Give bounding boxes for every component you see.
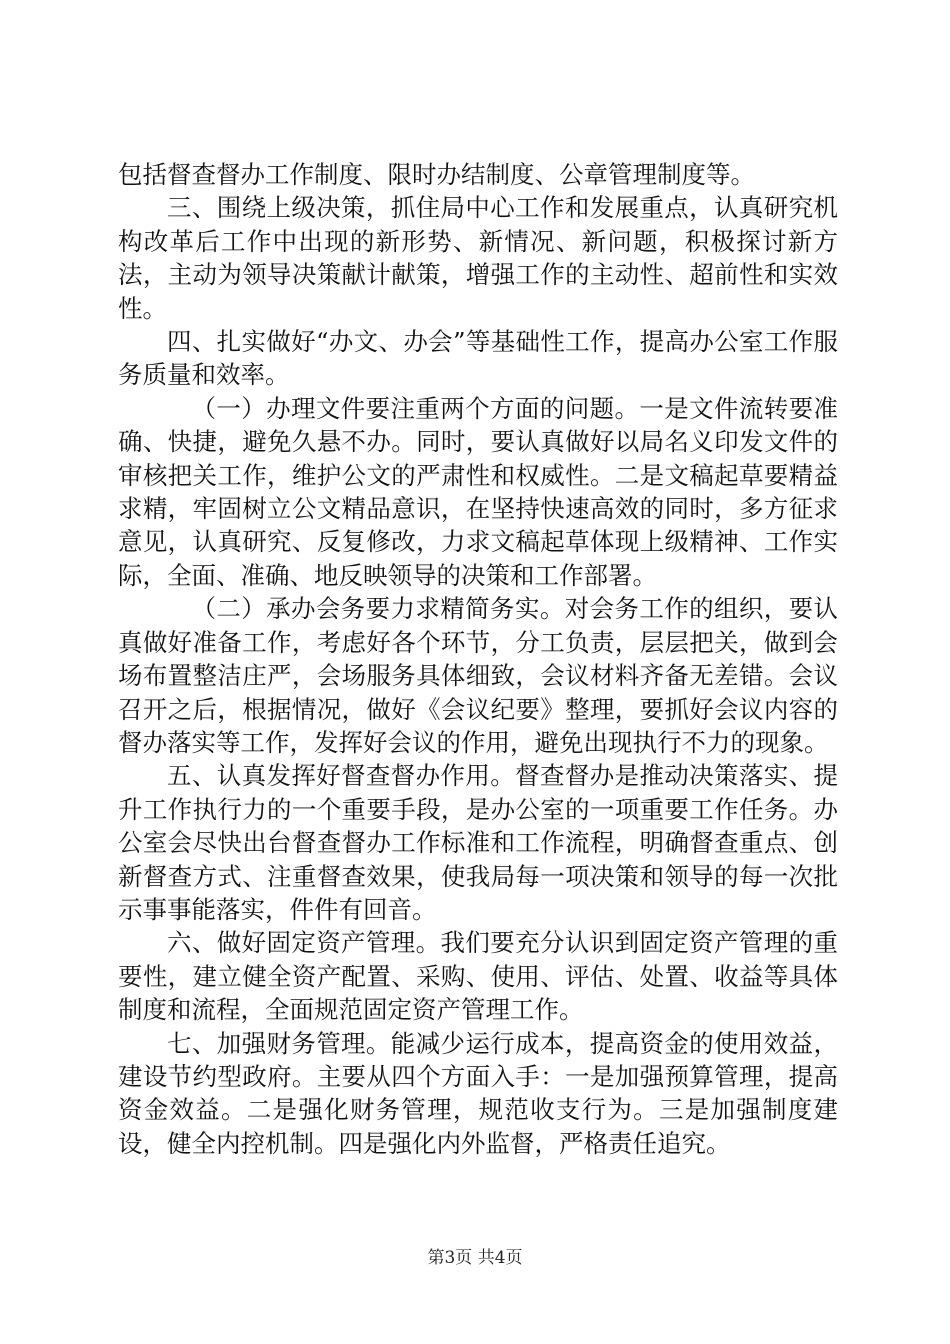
paragraph-section-4: 四、扎实做好“办文、办会”等基础性工作，提高办公室工作服务质量和效率。 xyxy=(118,327,838,390)
document-body xyxy=(118,158,838,1160)
paragraph-section-6: 六、做好固定资产管理。我们要充分认识到固定资产管理的重要性，建立健全资产配置、采购、使用、评估、处置、收益等具体制度和流程，全面规范固定资产管理工作。 xyxy=(118,928,838,1025)
paragraph-subsection-1: （一）办理文件要注重两个方面的问题。一是文件流转要准确、快捷，避免久悬不办。同时，要认真做好以局名义印发文件的审核把关工作，维护公文的严肃性和权威性。二是文稿起草要精益求精，牢固树立公文精品意识，在坚持快速高效的同时，多方征求意见，认真研究、反复修改，力求文稿起草体现上级精神、工作实际，全面、准确、地反映领导的决策和工作部署。 xyxy=(118,393,838,590)
paragraph-section-3: 三、围绕上级决策，抓住局中心工作和发展重点，认真研究机构改革后工作中出现的新形势、新情况、新问题，积极探讨新方法，主动为领导决策献计献策，增强工作的主动性、超前性和实效性。 xyxy=(118,193,838,323)
paragraph-continuation: 包括督查督办工作制度、限时办结制度、公章管理制度等。 xyxy=(118,160,755,189)
paragraph-section-5: 五、认真发挥好督查督办作用。督查督办是推动决策落实、提升工作执行力的一个重要手段，是办公室的一项重要工作任务。办公室会尽快出台督查督办工作标准和工作流程，明确督查重点、创新督查方式、注重督查效果，使我局每一项决策和领导的每一次批示事事能落实，件件有回音。 xyxy=(118,761,838,924)
page-number-footer: 第3页 共4页 xyxy=(427,1248,523,1268)
paragraph-subsection-2: （二）承办会务要力求精简务实。对会务工作的组织，要认真做好准备工作，考虑好各个环节，分工负责，层层把关，做到会场布置整洁庄严，会场服务具体细致，会议材料齐备无差错。会议召开之后，根据情况，做好《会议纪要》整理，要抓好会议内容的督办落实等工作，发挥好会议的作用，避免出现执行不力的现象。 xyxy=(118,594,838,757)
paragraph-section-7: 七、加强财务管理。能减少运行成本，提高资金的使用效益，建设节约型政府。主要从四个方面入手：一是加强预算管理，提高资金效益。二是强化财务管理，规范收支行为。三是加强制度建设，健全内控机制。四是强化内外监督，严格责任追究。 xyxy=(118,1028,838,1158)
